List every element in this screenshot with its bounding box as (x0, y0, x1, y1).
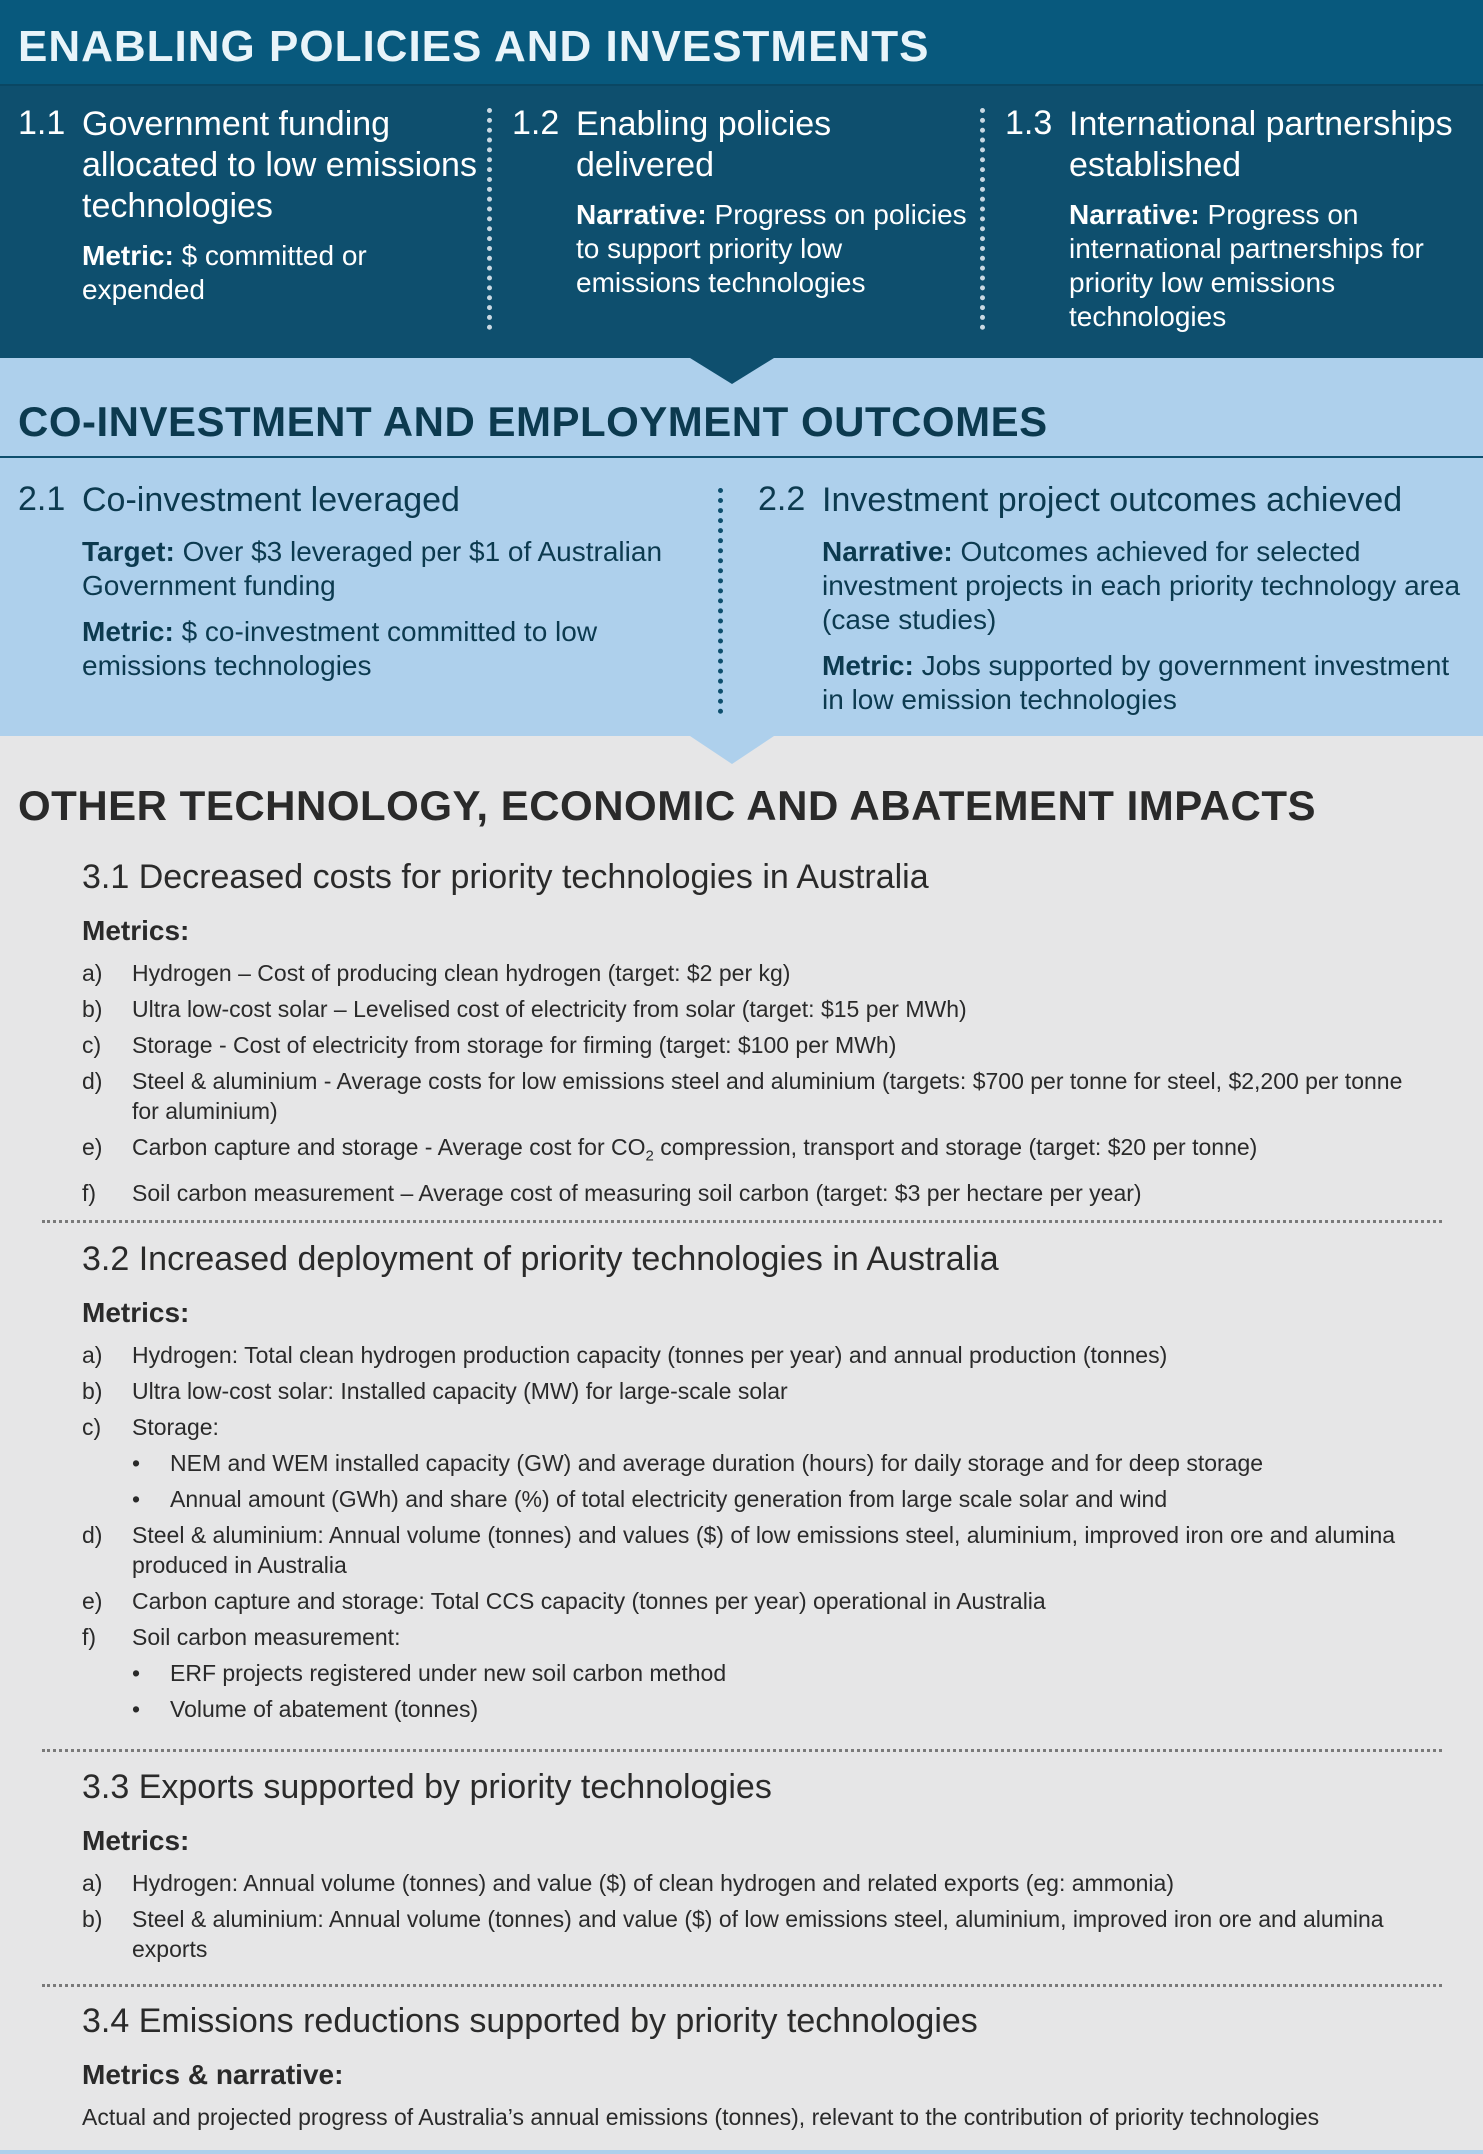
list-letter: a) (82, 1342, 103, 1368)
list-text: Steel & aluminium - Average costs for low emissions steel and aluminium (targets: $700 per tonne for steel, $2,200 per tonne for aluminium) (132, 1068, 1403, 1124)
item-narrative (1069, 198, 1475, 334)
item-narrative (822, 535, 1478, 637)
target-label: Target: (82, 536, 175, 567)
item-number: 1.3 (1005, 104, 1053, 142)
item-1-3 (1005, 104, 1475, 334)
list-letter: c) (82, 1032, 102, 1058)
bullet-text: Volume of abatement (tonnes) (170, 1696, 479, 1722)
list-text: Hydrogen: Annual volume (tonnes) and value ($) of clean hydrogen and related exports (eg: ammonia) (132, 1870, 1174, 1896)
item-1-2 (512, 104, 972, 300)
list-letter: f) (82, 1179, 97, 1206)
dotted-separator (42, 1984, 1442, 1987)
list-text: Hydrogen: Total clean hydrogen production capacity (tonnes per year) and annual production (tonnes) (132, 1342, 1168, 1368)
item-metric (82, 239, 478, 307)
list-letter: b) (82, 996, 103, 1022)
metric-text: $ co-investment committed to low emissions technologies (82, 616, 598, 681)
metrics-list (82, 1865, 1412, 1967)
bullet-text: NEM and WEM installed capacity (GW) and average duration (hours) for daily storage and for deep storage (170, 1450, 1264, 1476)
section-heading: ENABLING POLICIES AND INVESTMENTS (18, 22, 930, 71)
bullet-item (82, 1655, 1412, 1691)
list-item (82, 1619, 1412, 1655)
item-2-2 (758, 480, 1478, 717)
dotted-separator (42, 1220, 1442, 1223)
list-letter: e) (82, 1588, 103, 1614)
list-item (82, 1865, 1412, 1901)
metrics-list (82, 955, 1412, 1211)
item-title: Enabling policies delivered (576, 105, 832, 184)
list-text: Steel & aluminium: Annual volume (tonnes) and value ($) of low emissions steel, aluminium, improved iron ore and alumina exports (132, 1906, 1384, 1962)
list-letter: a) (82, 960, 103, 986)
metric-label: Metric: (82, 240, 174, 271)
dotted-separator (42, 1749, 1442, 1752)
bullet-item (82, 1445, 1412, 1481)
subsection-title: 3.3 Exports supported by priority technologies (82, 1768, 772, 1806)
bullet-text: ERF projects registered under new soil carbon method (170, 1660, 727, 1686)
bullet-icon: • (132, 1450, 141, 1476)
list-letter: a) (82, 1870, 103, 1896)
list-item (82, 1409, 1412, 1445)
dotted-divider (487, 108, 492, 330)
subsection-title: 3.1 Decreased costs for priority technologies in Australia (82, 858, 929, 896)
list-text: Storage - Cost of electricity from storage for firming (target: $100 per MWh) (132, 1032, 897, 1058)
item-number: 1.1 (18, 104, 66, 142)
bullet-icon: • (132, 1486, 141, 1512)
list-text: Ultra low-cost solar: Installed capacity (MW) for large-scale solar (132, 1378, 788, 1404)
arrow-down-icon (690, 736, 774, 764)
dotted-divider (980, 108, 985, 330)
metric-text: $ committed or expended (82, 240, 367, 305)
list-letter: c) (82, 1414, 102, 1440)
list-item (82, 955, 1412, 991)
item-target (82, 535, 708, 603)
section-heading: CO-INVESTMENT AND EMPLOYMENT OUTCOMES (18, 398, 1048, 445)
list-text: Soil carbon measurement: (132, 1624, 401, 1650)
bullet-item (82, 1691, 1412, 1727)
item-metric (822, 649, 1478, 717)
narrative-label: Narrative: (576, 199, 707, 230)
list-text: Hydrogen – Cost of producing clean hydrogen (target: $2 per kg) (132, 960, 791, 986)
list-item (82, 1175, 1412, 1211)
metrics-label: Metrics & narrative: (82, 2059, 344, 2090)
item-title: Government funding allocated to low emissions technologies (82, 105, 477, 225)
metric-label: Metric: (82, 616, 174, 647)
narrative-text: Progress on international partnerships for priority low emissions technologies (1069, 199, 1424, 332)
bullet-icon: • (132, 1696, 141, 1722)
subsection-3-3 (82, 1768, 1412, 1967)
section-header-bar (0, 0, 1483, 86)
list-letter: e) (82, 1134, 103, 1160)
list-text: Soil carbon measurement – Average cost of measuring soil carbon (target: $3 per hectare per year) (132, 1179, 1142, 1206)
list-text-b: compression, transport and storage (target: $20 per tonne) (653, 1134, 1258, 1160)
list-item (82, 1337, 1412, 1373)
subsection-title: 3.2 Increased deployment of priority technologies in Australia (82, 1240, 999, 1278)
metric-label: Metric: (822, 650, 914, 681)
list-text-subscript: 2 (645, 1147, 654, 1165)
list-letter: f) (82, 1624, 97, 1650)
list-item (82, 1583, 1412, 1619)
list-item (82, 1373, 1412, 1409)
metrics-label: Metrics: (82, 915, 190, 946)
list-text: Steel & aluminium: Annual volume (tonnes) and values ($) of low emissions steel, aluminium, improved iron ore and alumina produced in Australia (132, 1522, 1396, 1578)
metrics-list (82, 1337, 1412, 1727)
narrative-label: Narrative: (822, 536, 953, 567)
subsection-title: 3.4 Emissions reductions supported by priority technologies (82, 2002, 978, 2040)
list-item (82, 991, 1412, 1027)
subsection-3-4 (82, 2002, 1319, 2135)
narrative-text: Outcomes achieved for selected investment projects in each priority technology area (case studies) (822, 536, 1461, 635)
list-text: Storage: (132, 1414, 219, 1440)
item-number: 2.2 (758, 480, 806, 518)
list-text: Carbon capture and storage: Total CCS capacity (tonnes per year) operational in Australia (132, 1588, 1046, 1614)
list-letter: d) (82, 1522, 103, 1548)
list-item (82, 1901, 1412, 1967)
list-letter: b) (82, 1906, 103, 1932)
item-metric (82, 615, 708, 683)
metric-text: Jobs supported by government investment in low emission technologies (822, 650, 1450, 715)
subsection-3-1 (82, 858, 1412, 1211)
narrative-text: Progress on policies to support priority low emissions technologies (576, 199, 967, 298)
narrative-text: Actual and projected progress of Australia’s annual emissions (tonnes), relevant to the contribution of priority technologies (82, 2104, 1320, 2130)
list-text: Ultra low-cost solar – Levelised cost of electricity from solar (target: $15 per MWh) (132, 996, 967, 1022)
item-number: 1.2 (512, 104, 560, 142)
section-enabling-policies (0, 0, 1483, 358)
list-letter: d) (82, 1068, 103, 1094)
item-title: Co-investment leveraged (82, 481, 460, 519)
list-item (82, 1129, 1412, 1175)
section-heading: OTHER TECHNOLOGY, ECONOMIC AND ABATEMENT IMPACTS (18, 782, 1316, 829)
list-item (82, 1063, 1412, 1129)
list-text-a: Carbon capture and storage - Average cost for CO (132, 1134, 646, 1160)
list-item (82, 1027, 1412, 1063)
list-letter: b) (82, 1378, 103, 1404)
item-number: 2.1 (18, 480, 66, 518)
arrow-down-icon (690, 358, 774, 384)
item-title: Investment project outcomes achieved (822, 481, 1403, 519)
metrics-label: Metrics: (82, 1297, 190, 1328)
list-item (82, 1517, 1412, 1583)
item-2-1 (18, 480, 708, 683)
metrics-label: Metrics: (82, 1825, 190, 1856)
dotted-divider (718, 488, 723, 714)
bullet-text: Annual amount (GWh) and share (%) of total electricity generation from large scale solar and wind (170, 1486, 1168, 1512)
item-narrative (576, 198, 972, 300)
bullet-item (82, 1481, 1412, 1517)
narrative-label: Narrative: (1069, 199, 1200, 230)
bullet-icon: • (132, 1660, 141, 1686)
target-text: Over $3 leveraged per $1 of Australian Government funding (82, 536, 663, 601)
subsection-3-2 (82, 1240, 1412, 1727)
item-title: International partnerships established (1069, 105, 1453, 184)
section-header-bar (0, 396, 1483, 458)
item-1-1 (18, 104, 478, 307)
section-co-investment (0, 358, 1483, 736)
bottom-rule (0, 2150, 1483, 2154)
